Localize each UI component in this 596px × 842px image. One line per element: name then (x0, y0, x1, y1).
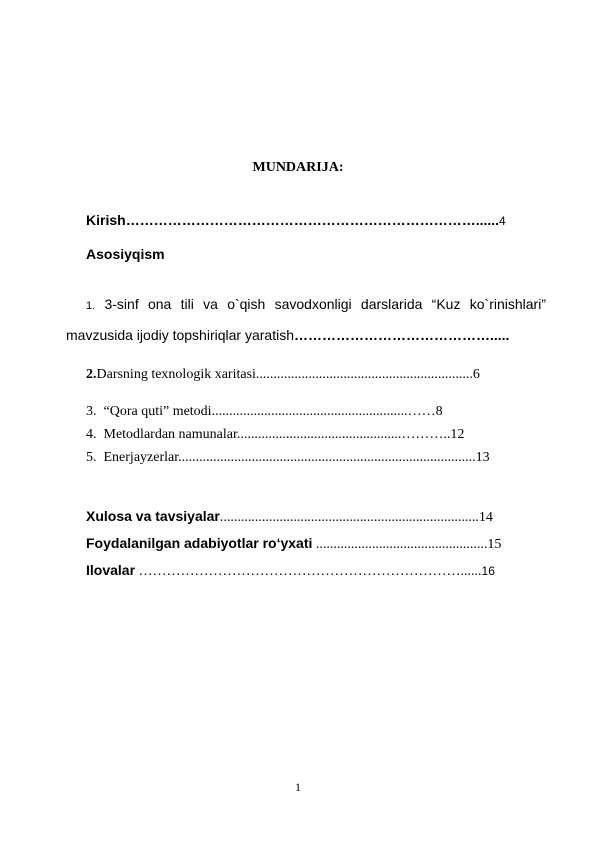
toc-entry-conclusion (86, 508, 493, 526)
toc-leader: ...............................................……….. (236, 427, 451, 442)
toc-page: 8 (435, 404, 443, 419)
toc-page: 13 (475, 450, 490, 465)
toc-label: Kirish (86, 212, 126, 228)
toc-label: Darsning texnologik xaritasi (96, 367, 256, 382)
toc-number: 2. (86, 367, 97, 382)
toc-entry-5 (86, 450, 490, 466)
toc-leader: ................................................. (312, 537, 488, 552)
toc-entry-references (86, 535, 501, 553)
toc-number: 3. (86, 404, 97, 419)
toc-number: 1. (86, 300, 96, 312)
toc-number: 4. (86, 427, 97, 442)
toc-page: 4 (499, 214, 506, 228)
toc-entry-kirish (86, 212, 506, 228)
toc-label: Enerjayzerlar (103, 450, 179, 465)
toc-leader: …………………………………………………………………...... (125, 212, 500, 228)
toc-entry-3 (86, 404, 443, 420)
toc-leader: ..................................................................................... (178, 450, 476, 465)
toc-page: 16 (481, 564, 495, 578)
toc-entry-1-line2 (66, 327, 509, 343)
toc-label-cont: mavzusida ijodiy topshiriqlar yaratish (66, 327, 294, 343)
toc-page: 14 (478, 510, 493, 525)
toc-section-main: Asosiyqism (86, 246, 165, 262)
toc-entry-4 (86, 427, 464, 443)
page-number: 1 (295, 780, 301, 794)
toc-leader: .............................................................. (255, 367, 473, 382)
toc-label: Ilovalar (86, 562, 136, 578)
page-title: MUNDARIJA: (252, 160, 344, 175)
toc-label: Metodlardan namunalar (103, 427, 237, 442)
toc-entry-2 (86, 367, 480, 383)
toc-leader: ……………………………………………………………...... (135, 564, 482, 579)
toc-entry-appendices (86, 562, 495, 580)
toc-page: 12 (450, 427, 465, 442)
toc-leader: ……………………………………..... (294, 327, 510, 343)
toc-leader: ........................................................…… (211, 404, 436, 419)
toc-label: 3-sinf ona tili va o`qish savodxonligi darslarida “Kuz ko`rinishlari” (104, 296, 546, 312)
toc-leader: .......................................................................... (219, 510, 479, 525)
toc-label: Foydalanilgan adabiyotlar ro‘yxati (86, 535, 313, 551)
toc-label: “Qora quti” metodi (103, 404, 212, 419)
toc-label: Xulosa va tavsiyalar (86, 508, 220, 524)
toc-entry-1-line1 (86, 296, 546, 312)
toc-number: 5. (86, 450, 97, 465)
toc-page: 15 (487, 537, 502, 552)
toc-page: 6 (472, 367, 480, 382)
